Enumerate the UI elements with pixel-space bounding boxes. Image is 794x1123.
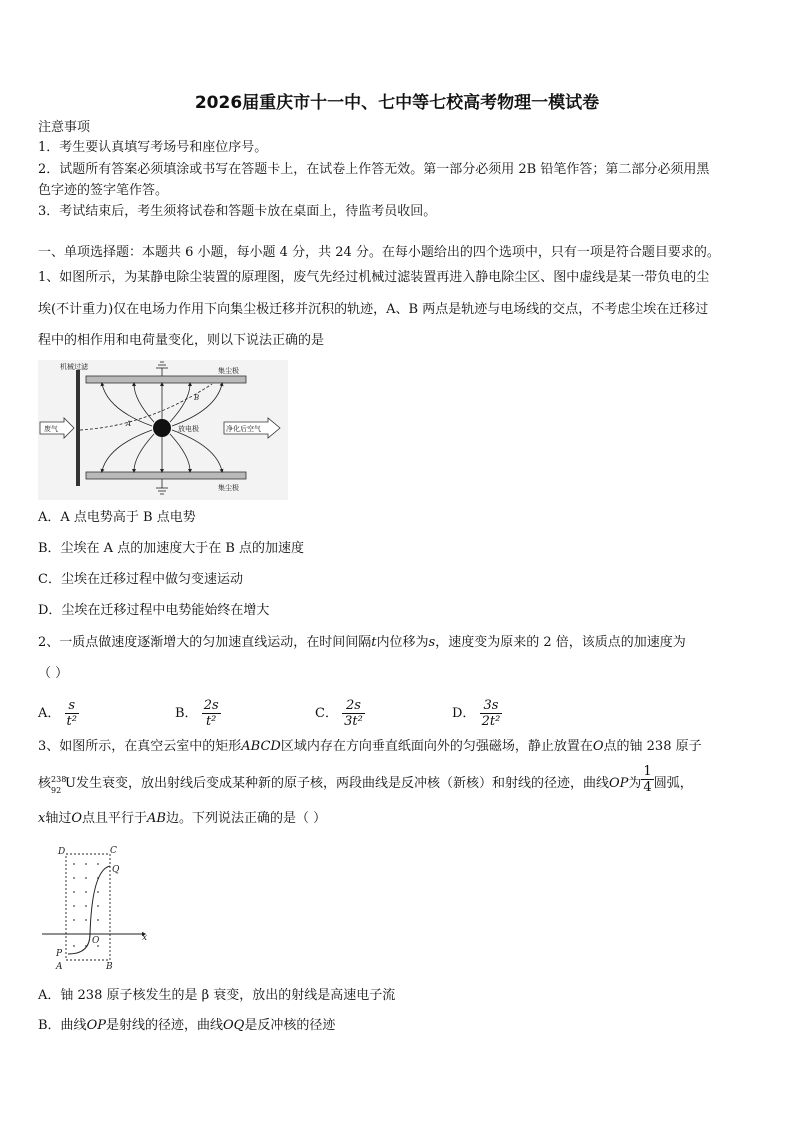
cloud-chamber-diagram bbox=[38, 842, 150, 972]
q1-option-b: B．尘埃在 A 点的加速度大于在 B 点的加速度 bbox=[38, 541, 305, 556]
inlet-label: 废气 bbox=[44, 425, 58, 433]
corner-d: D bbox=[58, 847, 66, 857]
top-collector bbox=[86, 376, 246, 383]
q2-options bbox=[38, 696, 598, 732]
q2-option-c: C． $\frac{2s}{\text{3t²}}$ bbox=[315, 698, 363, 729]
q1-option-d: D．尘埃在迁移过程中电势能始终在增大 bbox=[38, 603, 270, 618]
corner-a: A bbox=[56, 962, 63, 972]
top-collector-label: 集尘极 bbox=[218, 367, 239, 375]
axis-x-label: x bbox=[142, 933, 148, 943]
uranium-nuclide: 238 92 bbox=[51, 775, 67, 795]
page-title: 2026届重庆市十一中、七中等七校高考物理一模试卷 bbox=[194, 93, 600, 113]
q3-option-a: A．铀 238 原子核发生的是 β 衰变，放出的射线是高速电子流 bbox=[38, 988, 396, 1003]
track-oq bbox=[90, 866, 110, 934]
precipitator-diagram bbox=[38, 360, 288, 500]
electrode-label: 放电极 bbox=[178, 425, 199, 433]
corner-c: C bbox=[110, 846, 117, 856]
origin-o: O bbox=[92, 936, 100, 946]
q3-stem-line3: x轴过O点且平行于AB边。下列说法正确的是（ ） bbox=[38, 811, 327, 826]
corner-b: B bbox=[106, 962, 113, 972]
notice-item: 1．考生要认真填写考场号和座位序号。 bbox=[38, 140, 268, 155]
q1-stem: 1、如图所示，为某静电除尘装置的原理图，废气先经过机械过滤装置再进入静电除尘区、图中虚线是某一带负电的尘 bbox=[38, 270, 710, 285]
q3-stem-line2: 核 238 92 U发生衰变，放出射线后变成某种新的原子核，两段曲线是反冲核（新核）和射线的径迹，曲线OP为 $\frac{1}{4}$ 圆弧， bbox=[38, 764, 693, 795]
point-q: Q bbox=[112, 865, 120, 875]
discharge-electrode bbox=[153, 419, 171, 437]
point-a-label: A bbox=[126, 420, 132, 428]
q1-option-a: A．A 点电势高于 B 点电势 bbox=[38, 510, 196, 525]
q1-option-c: C．尘埃在迁移过程中做匀变速运动 bbox=[38, 572, 243, 587]
notice-item: 色字迹的签字笔作答。 bbox=[38, 183, 169, 198]
q2-paren: （ ） bbox=[38, 666, 69, 681]
q2-stem: 2、一质点做速度逐渐增大的匀加速直线运动，在时间间隔t内位移为s，速度变为原来的 2 倍，该质点的加速度为 bbox=[38, 635, 686, 650]
point-p: P bbox=[56, 949, 63, 959]
track-op bbox=[68, 934, 90, 954]
q3-option-b: B．曲线OP是射线的径迹，曲线OQ是反冲核的径迹 bbox=[38, 1018, 336, 1033]
point-b-label: B bbox=[194, 394, 200, 402]
outlet-label: 净化后空气 bbox=[226, 425, 261, 433]
bottom-collector bbox=[86, 472, 246, 479]
q2-option-a: A． $\frac{s}{\text{t²}}$ bbox=[38, 698, 77, 729]
q1-stem: 埃(不计重力)仅在电场力作用下向集尘极迁移并沉积的轨迹，A、B 两点是轨迹与电场线的交点，不考虑尘埃在迁移过 bbox=[38, 302, 709, 317]
notice-item: 2．试题所有答案必须填涂或书写在答题卡上，在试卷上作答无效。第一部分必须用 2B 铅笔作答；第二部分必须用黑 bbox=[38, 162, 710, 177]
filter-plate bbox=[76, 370, 80, 486]
section-heading: 一、单项选择题：本题共 6 小题，每小题 4 分，共 24 分。在每小题给出的四个选项中，只有一项是符合题目要求的。 bbox=[38, 245, 720, 260]
notice-heading: 注意事项 bbox=[38, 120, 91, 135]
q3-stem-line1: 3、如图所示，在真空云室中的矩形ABCD区域内存在方向垂直纸面向外的匀强磁场，静止放置在O点的铀 238 原子 bbox=[38, 739, 702, 754]
q2-option-d: D． $\frac{3s}{\text{2t²}}$ bbox=[452, 698, 501, 729]
q1-stem: 程中的相作用和电荷量变化，则以下说法正确的是 bbox=[38, 333, 325, 348]
bottom-collector-label: 集尘极 bbox=[218, 484, 239, 492]
q2-option-b: B． $\frac{2s}{\text{t²}}$ bbox=[175, 698, 219, 729]
filter-label: 机械过滤 bbox=[60, 363, 88, 371]
notice-item: 3．考试结束后，考生须将试卷和答题卡放在桌面上，待监考员收回。 bbox=[38, 204, 437, 219]
